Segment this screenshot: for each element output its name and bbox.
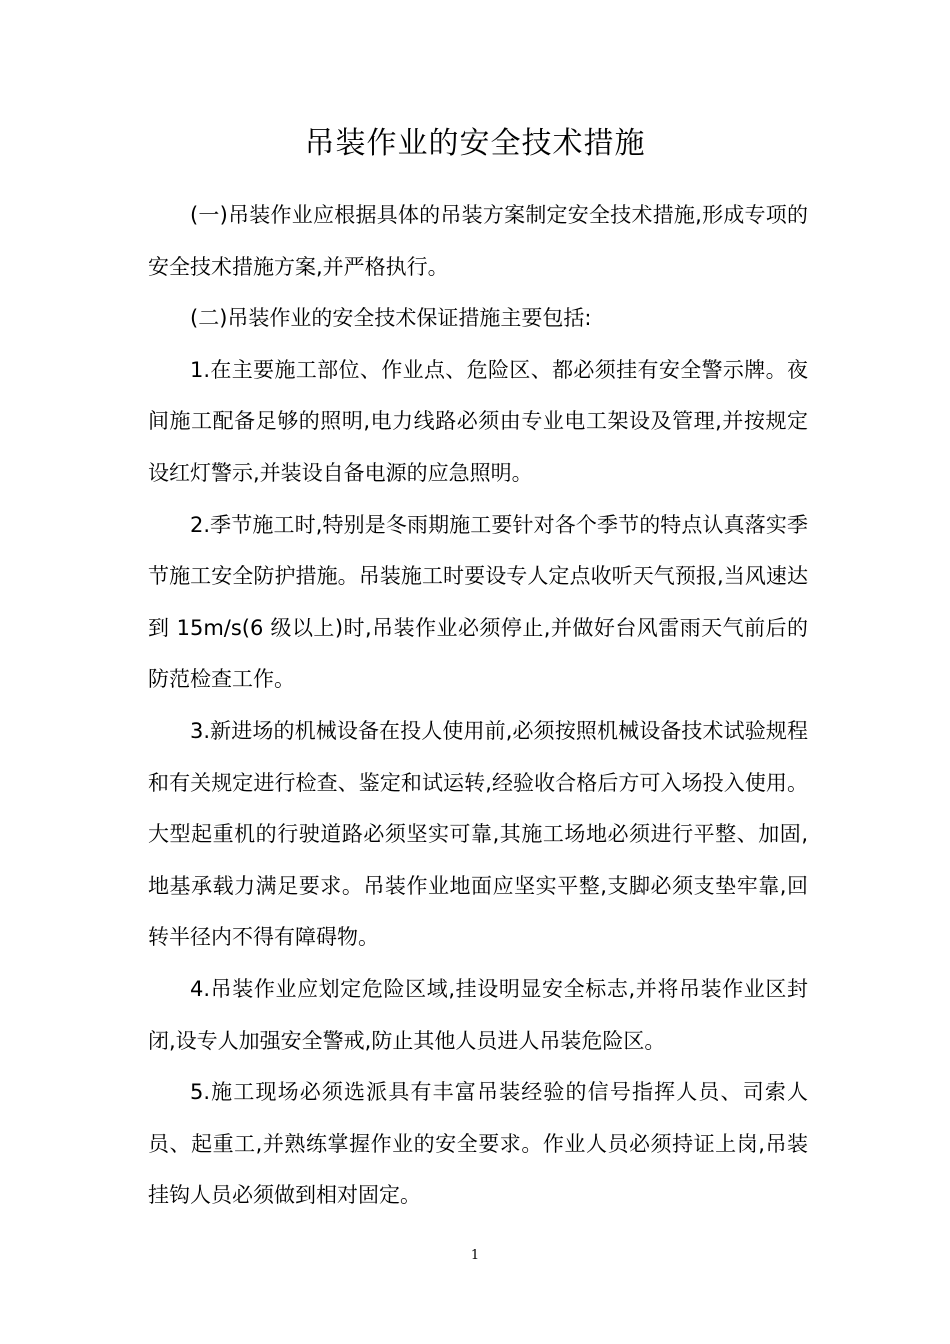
document-body	[148, 190, 808, 1222]
page-number: 1	[470, 1248, 480, 1263]
paragraph-intro-1: (一)吊装作业应根据具体的吊装方案制定安全技术措施,形成专项的安全技术措施方案,并严格执行。	[148, 203, 808, 279]
paragraph-intro-2: (二)吊装作业的安全技术保证措施主要包括:	[190, 306, 592, 331]
paragraph-item-4: 4.吊装作业应划定危险区域,挂设明显安全标志,并将吊装作业区封闭,设专人加强安全警戒,防止其他人员进人吊装危险区。	[148, 976, 808, 1053]
paragraph-item-3: 3.新进场的机械设备在投人使用前,必须按照机械设备技术试验规程和有关规定进行检查、鉴定和试运转,经验收合格后方可入场投入使用。大型起重机的行驶道路必须坚实可靠,其施工场地必须进行平整、加固,地基承载力满足要求。吊装作业地面应坚实平整,支脚必须支垫牢靠,回转半径内不得有障碍物。	[148, 718, 808, 950]
paragraph-item-5: 5.施工现场必须选派具有丰富吊装经验的信号指挥人员、司索人员、起重工,并熟练掌握作业的安全要求。作业人员必须持证上岗,吊装挂钩人员必须做到相对固定。	[148, 1080, 808, 1208]
document-title: 吊装作业的安全技术措施	[304, 126, 646, 161]
paragraph-item-1: 1.在主要施工部位、作业点、危险区、都必须挂有安全警示牌。夜间施工配备足够的照明,电力线路必须由专业电工架设及管理,并按规定设红灯警示,并装设自备电源的应急照明。	[148, 357, 808, 485]
paragraph-item-2: 2.季节施工时,特别是冬雨期施工要针对各个季节的特点认真落实季节施工安全防护措施。吊装施工时要设专人定点收听天气预报,当风速达到 15m/s(6 级以上)时,吊装作业必须停止,并做好台风雷雨天气前后的防范检查工作。	[148, 512, 808, 692]
